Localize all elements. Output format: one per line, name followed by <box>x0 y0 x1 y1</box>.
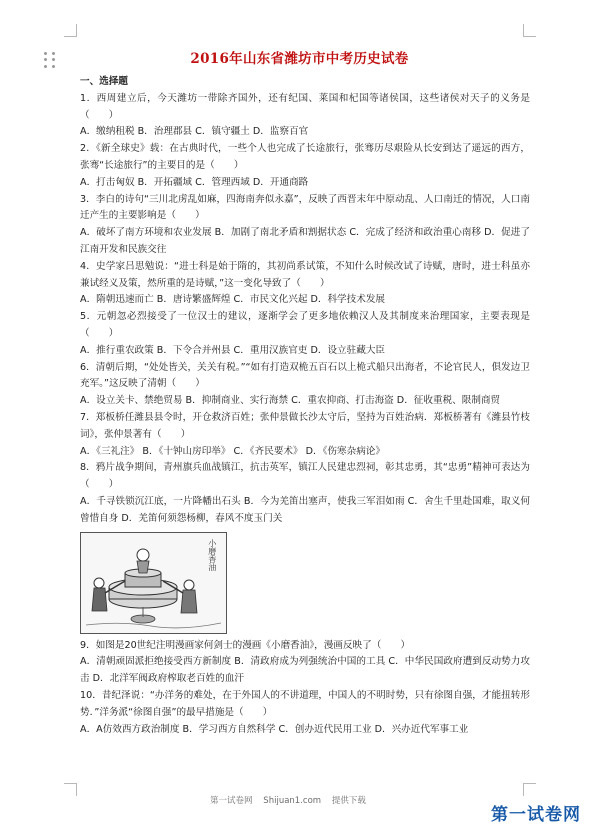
document-body <box>80 74 530 738</box>
question-options: A．隋朝迅速而亡 B．唐诗繁盛辉煌 C．市民文化兴起 D．科学技术发展 <box>80 294 386 306</box>
page-corner-mark <box>64 24 77 37</box>
question-options: A．推行重农政策 B．下令合并州县 C．重用汉族官吏 D．设立驻藏大臣 <box>80 344 386 356</box>
question-options: A．缴纳租税 B．治理郡县 C．镇守疆土 D．监察百官 <box>80 126 309 138</box>
question-stem: 8．鸦片战争期间，青州旗兵血战镇江，抗击英军，镇江人民建忠烈祠，彰其忠勇，其“忠勇”精神可表达为（ ） <box>80 462 530 491</box>
question-6 <box>80 360 530 410</box>
question-9 <box>80 638 530 688</box>
question-options: A．千寻铁锁沉江底，一片降幡出石头 B．今为羌笛出塞声，使我三军泪如雨 C．舍生千里赴国难，取义何曾惜自身 D．羌笛何须怨杨柳，春风不度玉门关 <box>80 495 530 524</box>
question-1 <box>80 91 530 141</box>
question-stem: 4．史学家吕思勉说：“进士科是始于隋的，其初尚系试策，不知什么时候改试了诗赋，唐时，进士科虽亦兼试经义及策，然所重的是诗赋，”这一变化导致了（ ） <box>80 260 530 289</box>
question-options: A．清朝顽固派拒绝接受西方新制度 B．清政府成为列强统治中国的工具 C．中华民国政府遭到反动势力攻击 D．北洋军阀政府榨取老百姓的血汗 <box>80 656 530 685</box>
question-4 <box>80 259 530 309</box>
question-10 <box>80 688 530 738</box>
cartoon-caption: 小磨香油 <box>207 538 217 571</box>
question-stem: 5．元朝忽必烈接受了一位汉士的建议，逐渐学会了更多地依赖汉人及其制度来治理国家，主要表现是（ ） <box>80 311 530 339</box>
question-stem: 2．《新全球史》载：在古典时代，一些个人也完成了长途旅行，张骞历尽艰险从长安到达了遥远的西方，张骞“长途旅行”的主要目的是（ ） <box>80 143 530 171</box>
question-options: A．打击匈奴 B．开拓疆域 C．管理西域 D．开通商路 <box>80 176 309 188</box>
section-heading: 一、选择题 <box>80 76 128 87</box>
question-stem: 1．西周建立后，今天潍坊一带除齐国外，还有纪国、莱国和杞国等诸侯国，这些诸侯对天子的义务是（ ） <box>80 92 530 121</box>
question-options: A．A仿效西方政治制度 B．学习西方自然科学 C．创办近代民用工业 D．兴办近代军事工业 <box>80 723 469 735</box>
page-corner-mark <box>523 24 536 37</box>
document-title: 2016年山东省潍坊市中考历史试卷 <box>190 51 409 67</box>
question-stem: 10．昔纪泽说：“办洋务的难处，在于外国人的不讲道理，中国人的不明时势，只有徐图自强，才能扭转形势．”洋务派“徐图自强”的最早措施是（ ） <box>80 689 530 718</box>
question-3 <box>80 192 530 259</box>
question-options: A．《三礼注》 B．《十钟山房印举》 C．《齐民要术》 D．《伤寒杂病论》 <box>80 445 385 457</box>
brand-watermark: 第一试卷网 <box>491 805 581 825</box>
question-5 <box>80 309 530 359</box>
page-corner-mark <box>523 783 536 796</box>
question-stem: 9．如图是20世纪注明漫画家何剑士的漫画《小磨香油》，漫画反映了（ ） <box>80 639 411 651</box>
question-2 <box>80 141 530 191</box>
page-footer: 第一试卷网 Shijuan1.com 提供下载 <box>210 796 366 806</box>
page-corner-mark <box>64 783 77 796</box>
cartoon-figure <box>80 532 227 634</box>
question-7 <box>80 410 530 460</box>
question-8 <box>80 460 530 527</box>
question-stem: 7．郑板桥任潍县县令时，开仓救济百姓；张仲景做长沙太守后，坚持为百姓治病．郑板桥著有《潍县竹枝词》，张仲景著有（ ） <box>80 411 530 440</box>
question-options: A．设立关卡、禁绝贸易 B．抑制商业、实行海禁 C．重农抑商、打击海盗 D．征收重税、限制商贸 <box>80 395 501 407</box>
question-options: A．破坏了南方环境和农业发展 B．加剧了南北矛盾和割据状态 C．完成了经济和政治重心南移 D．促进了江南开发和民族交往 <box>80 227 530 255</box>
question-stem: 6．清朝后期，“处处皆关，关关有税。”“如有打造双桅五百石以上桅式船只出海者，不论官民人，俱发边卫充军。”这反映了清朝（ ） <box>80 361 530 390</box>
question-stem: 3．李白的诗句“三川北虏乱如麻，四海南奔似永嘉”，反映了西晋末年中原动乱、人口南迁的情况，人口南迁产生的主要影响是（ ） <box>80 193 530 222</box>
